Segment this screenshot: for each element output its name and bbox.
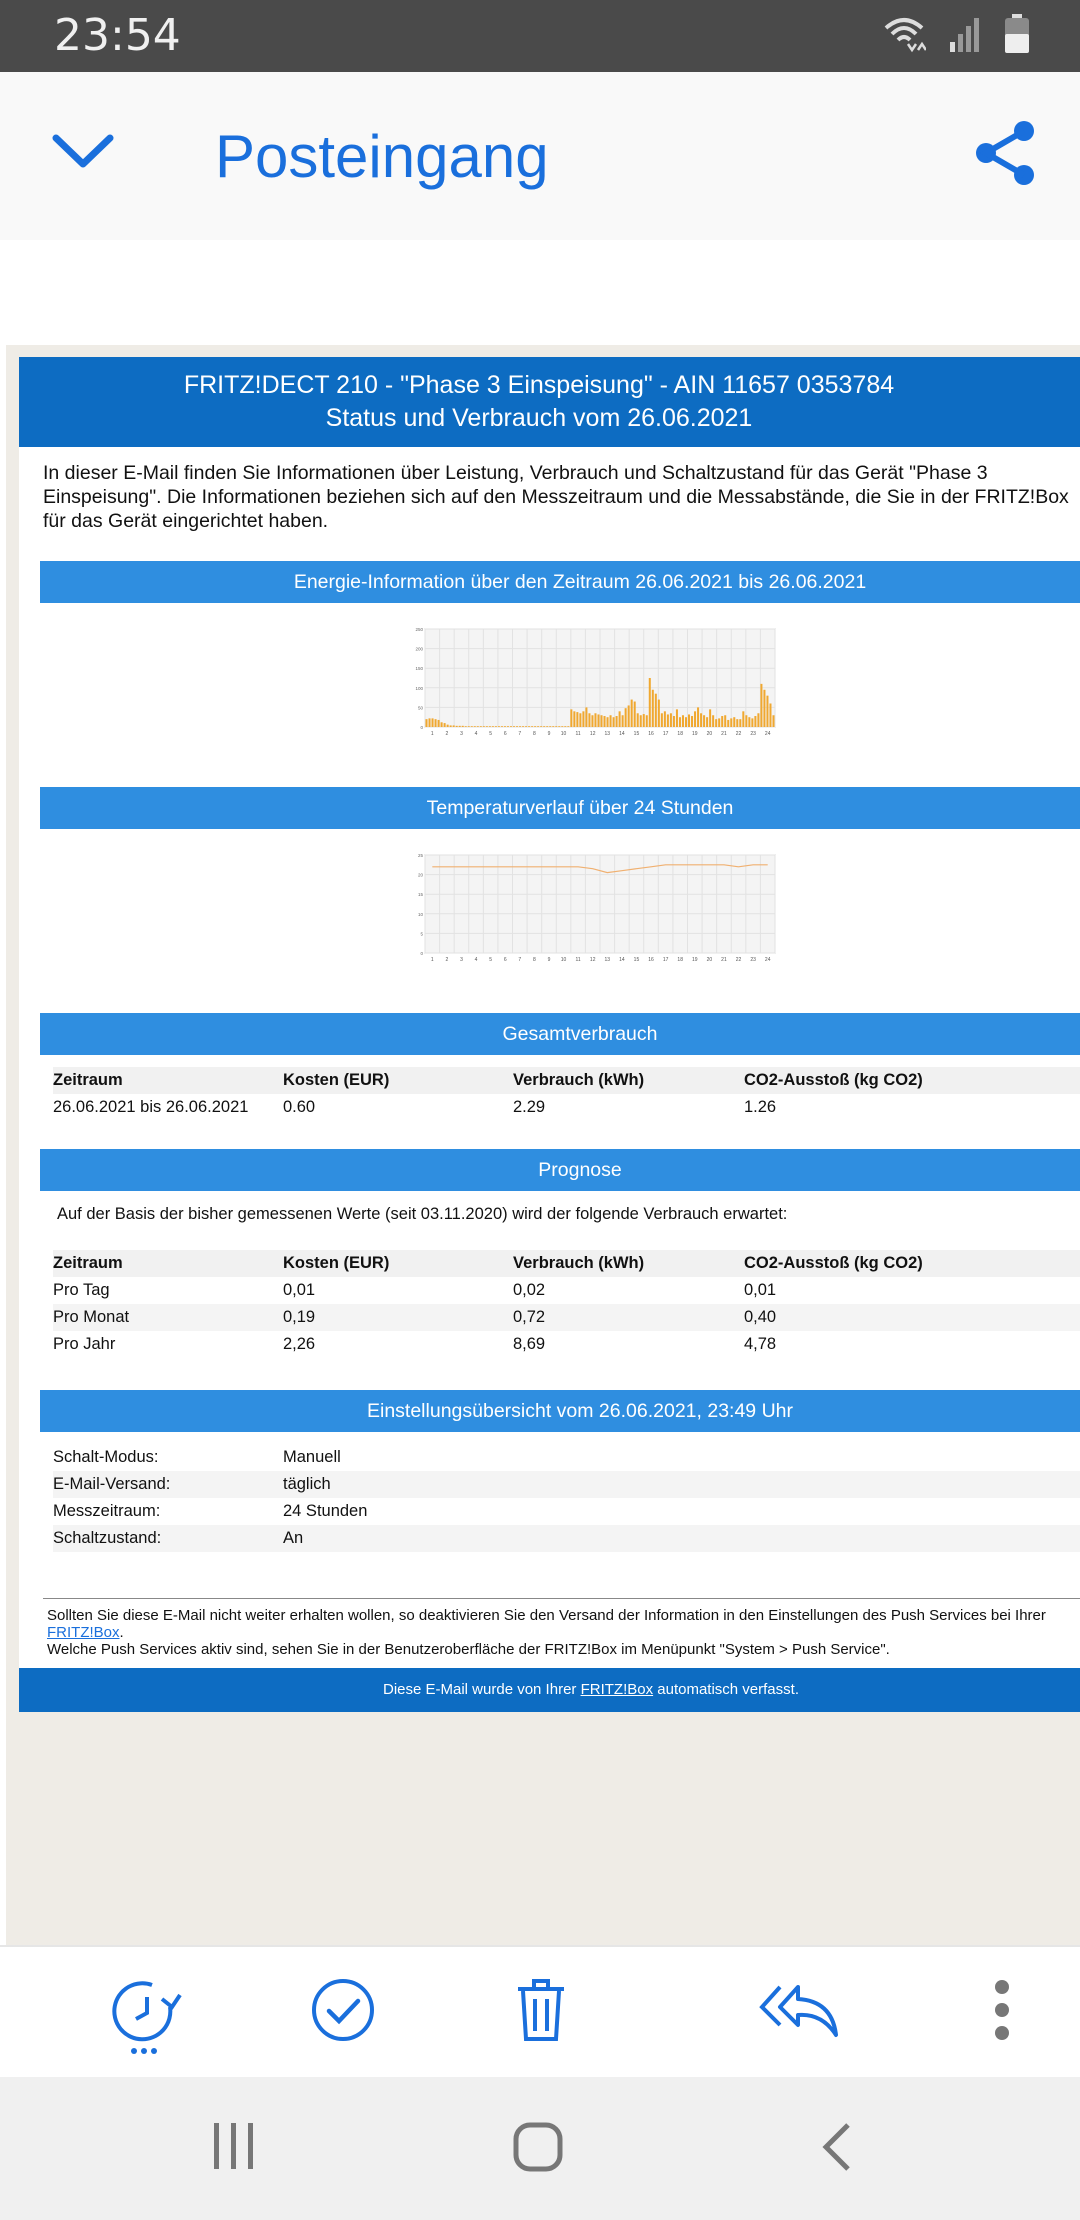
table-header: Kosten (EUR) [283,1071,390,1089]
x-tick-label: 8 [532,731,536,737]
energy-bar [769,703,771,727]
x-tick-label: 24 [764,731,771,737]
table-header: Zeitraum [53,1254,123,1272]
setting-label: Schaltzustand: [53,1529,162,1547]
table-header: Zeitraum [53,1071,123,1089]
energy-bar [682,715,684,727]
energy-bar [739,719,741,727]
settings-section-header [40,1390,1080,1432]
energy-bar [447,725,449,727]
energy-bar [736,719,738,727]
y-tick-label: 10 [417,911,423,917]
forecast-section-header [40,1149,1080,1191]
energy-bar [507,726,509,727]
table-cell: 0,40 [744,1308,777,1326]
table-header: Verbrauch (kWh) [513,1254,645,1272]
forecast-section-title: Prognose [538,1159,622,1181]
x-tick-label: 24 [764,957,771,963]
x-tick-label: 13 [604,731,611,737]
bottom-action-bar [0,1945,1080,2077]
x-tick-label: 17 [662,957,669,963]
energy-bar [516,726,518,727]
energy-bar [579,713,581,727]
setting-label: E-Mail-Versand: [53,1475,171,1493]
y-tick-label: 250 [415,627,423,632]
energy-bar [646,715,648,727]
system-nav-bar [0,2077,1080,2220]
energy-bar [607,717,609,727]
setting-label: Schalt-Modus: [53,1448,159,1466]
table-cell: 4,78 [744,1335,777,1353]
email-header [19,357,1080,447]
energy-bar [613,717,615,727]
x-tick-label: 9 [547,957,551,963]
x-tick-label: 14 [619,731,625,737]
energy-bar [432,718,434,727]
email-body[interactable] [6,345,1080,1945]
setting-value: An [283,1529,304,1547]
energy-bar [588,713,590,727]
energy-bar [679,717,681,727]
energy-bar [655,694,657,727]
table-cell: Pro Jahr [53,1335,116,1353]
energy-bar [480,726,482,727]
energy-bar [610,715,612,727]
x-tick-label: 4 [474,957,478,963]
energy-bar [712,715,714,727]
setting-value: Manuell [283,1448,341,1466]
mark-done-button[interactable] [310,1977,376,2048]
x-tick-label: 5 [489,731,493,737]
delete-button[interactable] [514,1977,568,2048]
x-tick-label: 15 [633,957,640,963]
temperature-chart [409,849,779,965]
y-tick-label: 150 [415,666,423,672]
energy-bar [468,726,470,727]
total-table [53,1067,1080,1121]
energy-bar [537,726,539,727]
energy-bar [426,719,428,727]
energy-bar [597,714,599,727]
y-tick-label: 200 [415,646,423,652]
x-tick-label: 7 [518,957,522,963]
energy-bar [637,713,639,727]
energy-section-title: Energie-Information über den Zeitraum 26.06.2021 bis 26.06.2021 [293,571,867,593]
x-tick-label: 23 [750,957,756,963]
footer-line: Sollten Sie diese E-Mail nicht weiter erhalten wollen, so deaktivieren Sie den Versand der Information in den Einstellungen des Push Services bei Ihrer [47,1607,1046,1624]
energy-bar [441,722,443,727]
email-intro: In dieser E-Mail finden Sie Informationen über Leistung, Verbrauch und Schaltzustand für das Gerät "Phase 3 Einspeisung". Die Informationen beziehen sich auf den Messzeitraum und die Messabstände, die Sie in der FRITZ!Box für das Gerät eingerichtet haben. [43,462,1069,532]
x-tick-label: 13 [604,957,611,963]
energy-bar [652,690,654,727]
email-footer-text [43,1598,1080,1658]
energy-bar [715,719,717,727]
x-tick-label: 1 [430,731,434,737]
signal-icon [948,16,982,52]
energy-bar [513,726,515,727]
energy-chart [409,623,779,739]
y-tick-label: 0 [420,951,423,956]
forecast-table [53,1250,1080,1358]
more-icon [990,1977,1014,2043]
table-cell: 26.06.2021 bis 26.06.2021 [53,1098,249,1116]
fritzbox-link[interactable]: FRITZ!Box [47,1624,120,1641]
energy-bar [501,726,503,727]
energy-bar [477,726,479,727]
table-cell: 0,02 [513,1281,546,1299]
energy-bar [688,714,690,727]
table-row [53,1471,1080,1498]
table-cell: 1.26 [744,1098,777,1116]
email-card [19,357,1080,1712]
x-tick-label: 21 [721,957,727,963]
energy-bar [709,709,711,727]
energy-bar [510,726,512,727]
mark-done-icon [310,1977,376,2043]
temperature-chart-svg [409,849,779,965]
energy-bar [658,700,660,727]
footer-line: Welche Push Services aktiv sind, sehen Sie in der Benutzeroberfläche der FRITZ!Box im Menüpunkt "System > Push Service". [47,1641,890,1658]
x-tick-label: 19 [692,957,698,963]
energy-bar [724,715,726,727]
table-row [53,1331,1080,1358]
footer-bar-link[interactable]: FRITZ!Box [580,1681,654,1698]
back-icon[interactable] [820,2121,854,2173]
x-tick-label: 4 [474,731,478,737]
x-tick-label: 20 [706,731,713,737]
energy-bar [489,726,491,727]
energy-bar [604,716,606,727]
energy-bar [643,714,645,727]
x-tick-label: 22 [735,957,742,963]
x-tick-label: 10 [560,957,567,963]
y-tick-label: 0 [420,725,423,730]
reply-all-button[interactable] [756,1977,840,2046]
energy-bar [616,716,618,727]
energy-bar [594,713,596,727]
email-header-title: FRITZ!DECT 210 - "Phase 3 Einspeisung" - AIN 11657 0353784 [183,371,895,399]
energy-section-header [40,561,1080,603]
energy-bar [528,726,530,727]
energy-chart-svg [409,623,779,739]
energy-bar [766,696,768,727]
energy-bar [673,716,675,727]
x-tick-label: 11 [575,957,581,963]
energy-bar [492,726,494,727]
y-tick-label: 20 [417,872,423,878]
energy-bar [459,726,461,727]
energy-bar [456,726,458,727]
energy-bar [733,717,735,727]
energy-bar [522,726,524,727]
energy-bar [540,726,542,727]
energy-bar [450,725,452,727]
energy-bar [625,708,627,727]
y-tick-label: 15 [417,892,423,898]
energy-bar [564,726,566,727]
energy-bar [667,714,669,727]
setting-label: Messzeitraum: [53,1502,161,1520]
energy-bar [754,716,756,727]
table-row [53,1444,1080,1471]
table-header: Kosten (EUR) [283,1254,390,1272]
x-tick-label: 22 [735,731,742,737]
x-tick-label: 8 [532,957,536,963]
footer-bar-text: Diese E-Mail wurde von Ihrer [383,1681,581,1698]
x-tick-label: 2 [445,731,449,737]
energy-bar [531,726,533,727]
table-cell: 0,01 [283,1281,316,1299]
x-tick-label: 20 [706,957,713,963]
energy-bar [631,700,633,727]
status-bar [0,0,1080,72]
energy-bar [471,726,473,727]
energy-bar [555,726,557,727]
x-tick-label: 15 [633,731,640,737]
setting-value: täglich [283,1475,331,1493]
setting-value: 24 Stunden [283,1502,368,1520]
energy-bar [622,715,624,727]
total-section-header [40,1013,1080,1055]
energy-bar [474,726,476,727]
energy-bar [438,720,440,727]
energy-bar [721,716,723,727]
y-tick-label: 100 [415,685,423,691]
energy-bar [570,709,572,727]
energy-bar [444,723,446,727]
x-tick-label: 16 [648,731,654,737]
energy-bar [640,715,642,727]
energy-bar [498,726,500,727]
x-tick-label: 19 [692,731,698,737]
x-tick-label: 12 [589,957,596,963]
total-section-title: Gesamtverbrauch [502,1023,658,1045]
energy-bar [676,709,678,727]
x-tick-label: 17 [662,731,669,737]
table-cell: 0,19 [283,1308,316,1326]
energy-bar [435,719,437,727]
energy-bar [483,726,485,727]
share-icon [974,120,1036,186]
energy-bar [727,720,729,727]
x-tick-label: 3 [460,731,463,737]
energy-bar [561,726,563,727]
chevron-down-icon [50,130,116,170]
energy-bar [628,705,630,727]
x-tick-label: 12 [589,731,596,737]
energy-bar [504,726,506,727]
settings-section-title: Einstellungsübersicht vom 26.06.2021, 23:49 Uhr [366,1400,793,1422]
table-header: CO2-Ausstoß (kg CO2) [744,1071,923,1089]
footer-punct: . [119,1624,124,1641]
status-time: 23:54 [54,10,181,61]
reply-all-icon [756,1977,840,2041]
energy-bar [462,726,464,727]
table-header: Verbrauch (kWh) [513,1071,645,1089]
forecast-text: Auf der Basis der bisher gemessenen Werte (seit 03.11.2020) wird der folgende Verbrauch erwartet: [57,1205,788,1223]
energy-bar [772,715,774,727]
x-tick-label: 2 [445,957,449,963]
y-tick-label: 25 [417,853,423,858]
x-tick-label: 3 [460,957,463,963]
x-tick-label: 23 [750,731,756,737]
settings-table [53,1444,1080,1552]
energy-bar [519,726,521,727]
battery-icon [1004,14,1030,54]
energy-bar [585,707,587,727]
more-options-button[interactable] [990,1977,1014,2048]
energy-bar [700,713,702,727]
x-tick-label: 5 [489,957,493,963]
energy-bar [730,718,732,727]
energy-bar [495,726,497,727]
collapse-button[interactable] [50,130,116,175]
y-tick-label: 5 [420,931,423,937]
energy-bar [534,726,536,727]
energy-bar [546,726,548,727]
wifi-icon [882,14,926,54]
app-bar [0,72,1080,240]
energy-bar [591,715,593,727]
energy-bar [486,726,488,727]
table-cell: Pro Monat [53,1308,130,1326]
energy-bar [634,702,636,727]
energy-bar [453,725,455,727]
energy-bar [685,717,687,727]
snooze-button[interactable] [112,1977,182,2062]
energy-bar [763,690,765,727]
x-tick-label: 6 [503,957,507,963]
table-cell: Pro Tag [53,1281,110,1299]
energy-bar [760,684,762,727]
energy-bar [549,726,551,727]
footer-bar-text: automatisch verfasst. [653,1681,799,1698]
energy-bar [552,726,554,727]
temperature-section-title: Temperaturverlauf über 24 Stunden [426,797,734,819]
energy-bar [429,718,431,727]
energy-bar [664,711,666,727]
energy-bar [601,715,603,727]
delete-icon [514,1977,568,2043]
x-tick-label: 10 [560,731,567,737]
page-title: Posteingang [215,123,549,190]
energy-bar [697,707,699,727]
table-header-row [53,1250,1080,1277]
energy-bar [558,726,560,727]
x-tick-label: 18 [677,957,683,963]
table-cell: 0,72 [513,1308,546,1326]
table-row [53,1277,1080,1304]
x-tick-label: 6 [503,731,507,737]
x-tick-label: 11 [575,731,581,737]
energy-bar [573,711,575,727]
x-tick-label: 1 [430,957,434,963]
x-tick-label: 9 [547,731,551,737]
y-tick-label: 50 [417,705,423,711]
energy-bar [543,726,545,727]
energy-bar [465,726,467,727]
energy-bar [703,715,705,727]
x-tick-label: 16 [648,957,654,963]
energy-bar [525,726,527,727]
recents-icon[interactable] [210,2121,258,2171]
x-tick-label: 21 [721,731,727,737]
energy-bar [694,711,696,727]
table-cell: 0.60 [283,1098,316,1116]
temperature-section-header [40,787,1080,829]
energy-bar [757,713,759,727]
share-button[interactable] [974,120,1036,191]
energy-bar [619,711,621,727]
table-row [53,1094,1080,1121]
x-tick-label: 18 [677,731,683,737]
energy-bar [649,678,651,727]
email-header-subtitle: Status und Verbrauch vom 26.06.2021 [325,404,753,432]
table-row [53,1525,1080,1552]
energy-bar [576,712,578,727]
energy-bar [748,717,750,727]
table-cell: 2.29 [513,1098,546,1116]
table-row [53,1304,1080,1331]
table-cell: 8,69 [513,1335,546,1353]
energy-bar [567,726,569,727]
energy-bar [742,711,744,727]
x-tick-label: 14 [619,957,625,963]
home-icon[interactable] [512,2121,564,2173]
energy-bar [751,718,753,727]
table-row [53,1498,1080,1525]
snooze-icon [112,1977,182,2057]
energy-bar [691,716,693,727]
energy-bar [670,713,672,727]
energy-bar [745,715,747,727]
table-header: CO2-Ausstoß (kg CO2) [744,1254,923,1272]
table-header-row [53,1067,1080,1094]
energy-bar [718,718,720,727]
x-tick-label: 7 [518,731,522,737]
energy-bar [582,711,584,727]
energy-bar [706,717,708,727]
energy-bar [661,713,663,727]
table-cell: 2,26 [283,1335,316,1353]
table-cell: 0,01 [744,1281,777,1299]
email-footer-bar [19,1668,1080,1712]
